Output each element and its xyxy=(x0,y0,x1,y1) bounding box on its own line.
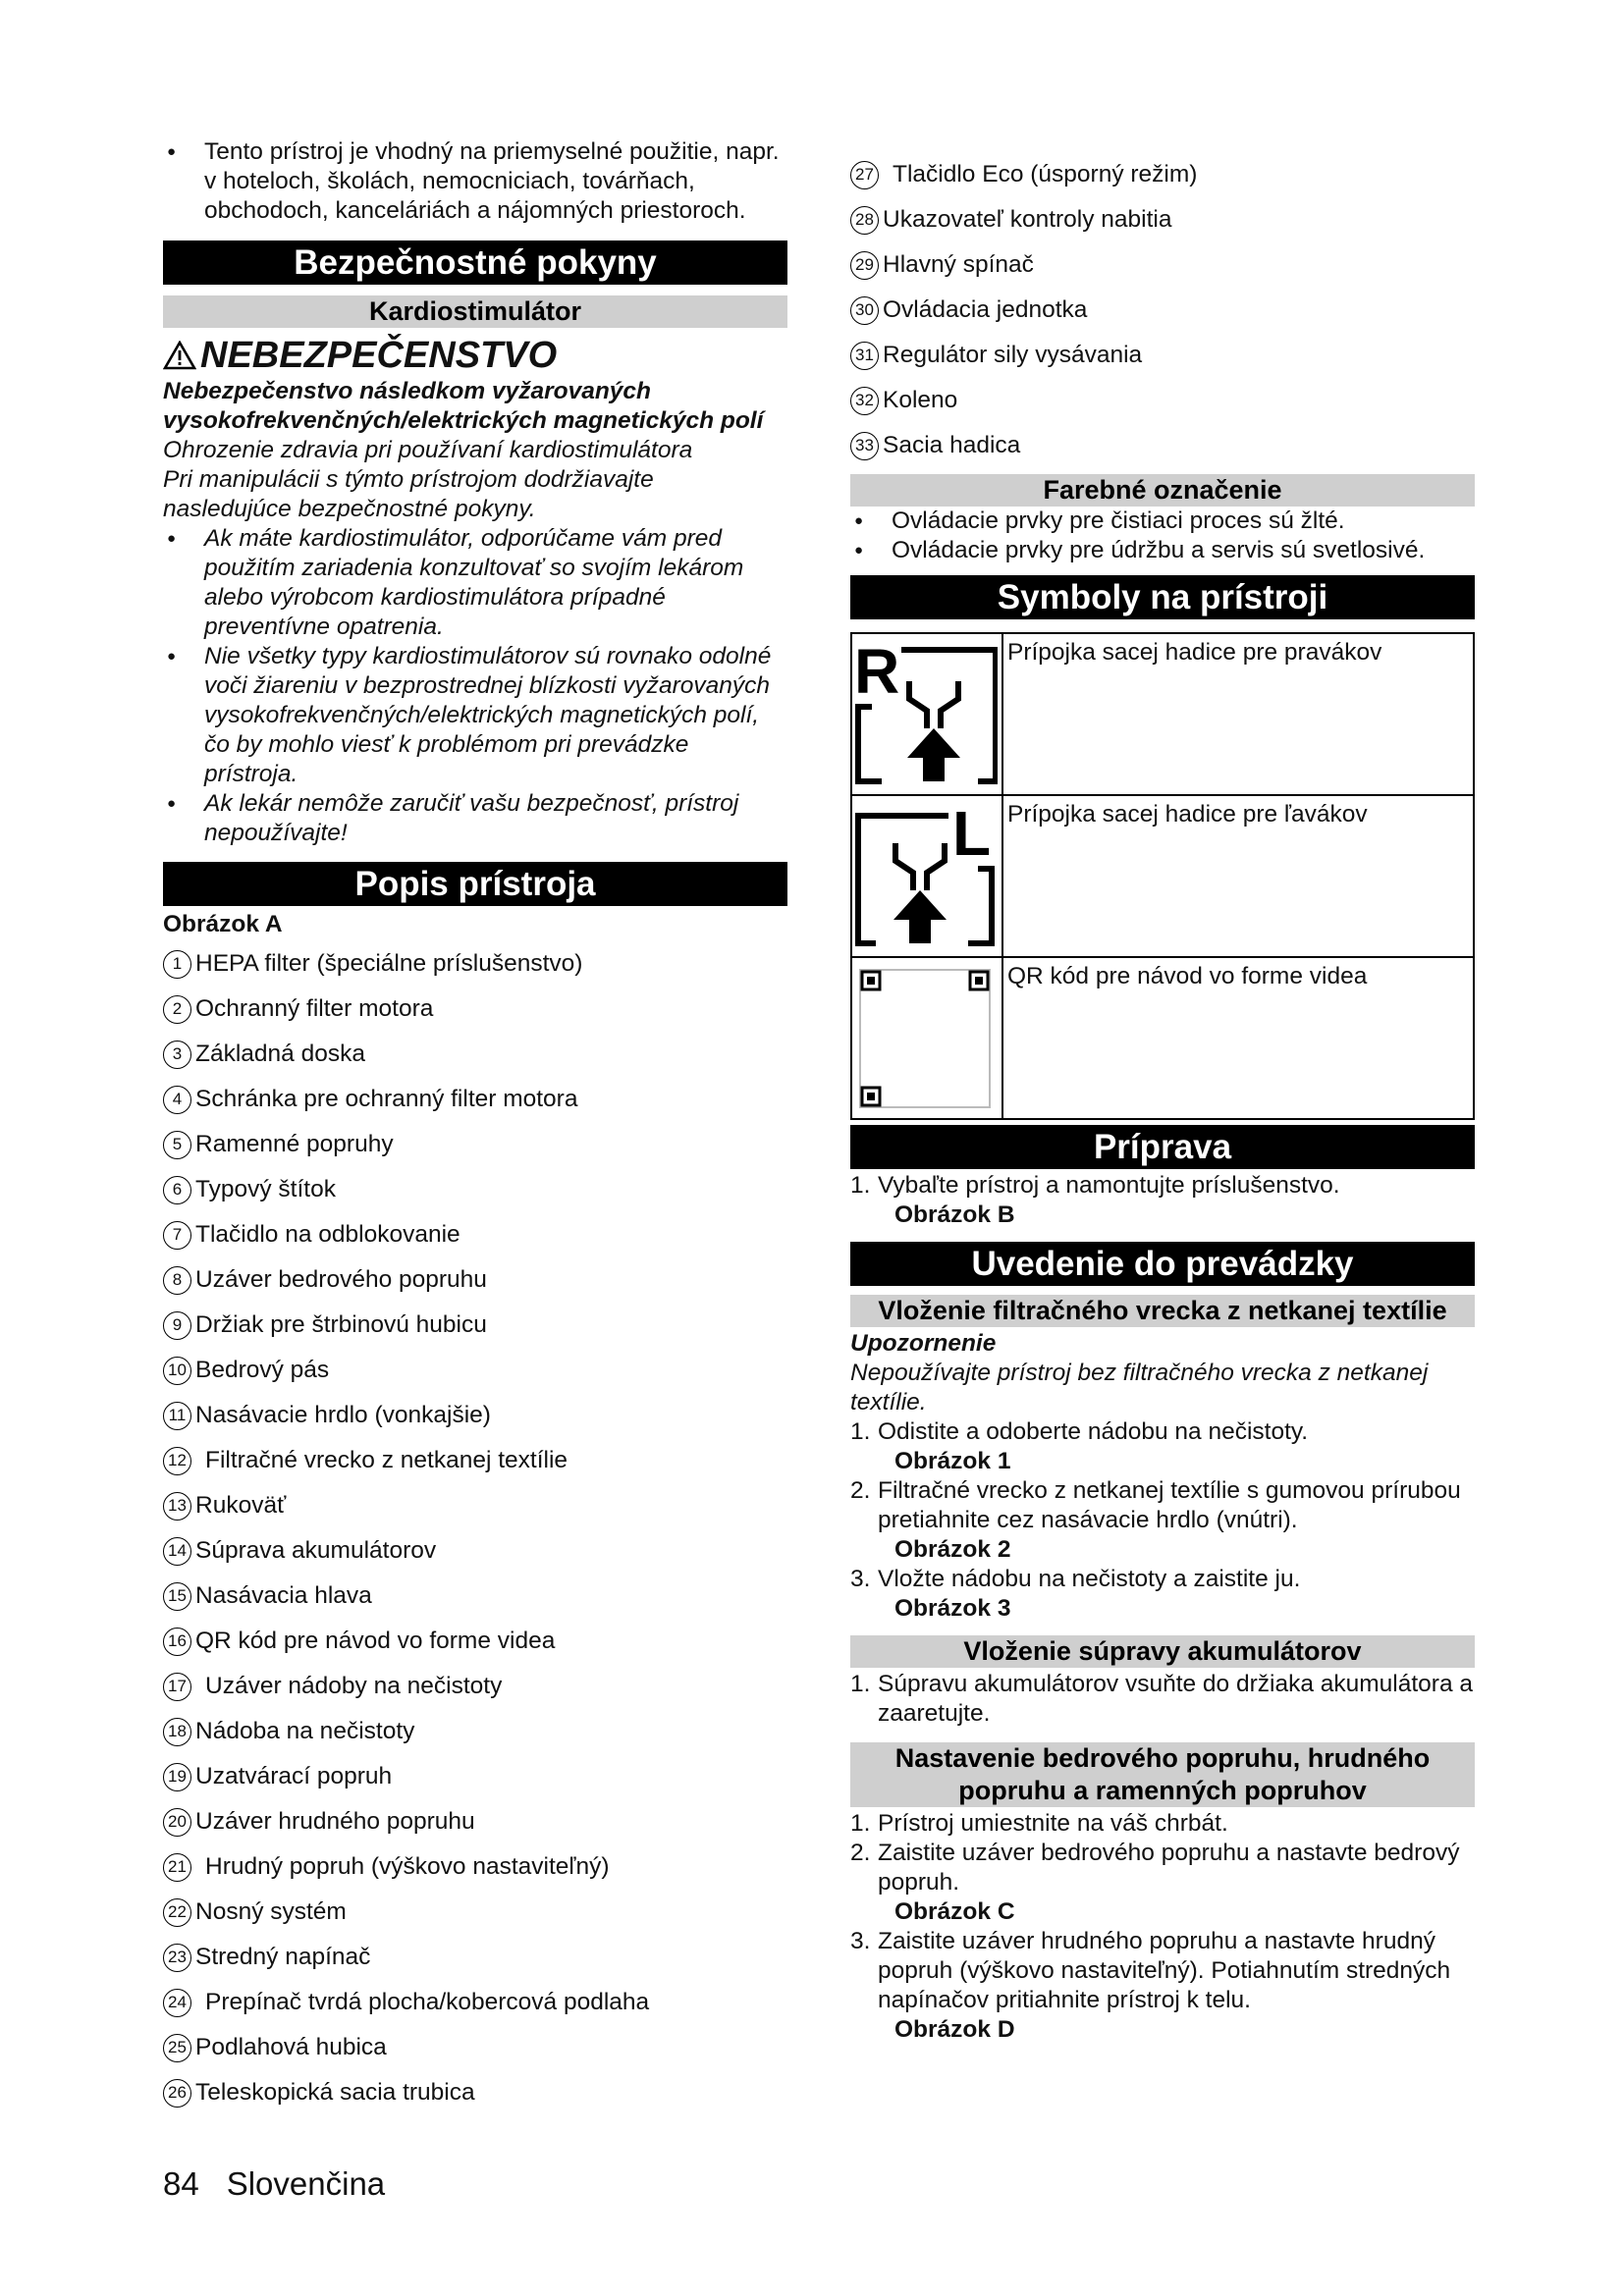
item-number-badge: 21 xyxy=(163,1853,191,1882)
harness-step xyxy=(850,1809,1475,1839)
figure-ref: Obrázok C xyxy=(894,1898,1015,1925)
step-text: Odistite a odoberte nádobu na nečistoty. xyxy=(878,1418,1309,1445)
table-row xyxy=(851,795,1474,957)
figure-a-label: Obrázok A xyxy=(163,911,283,937)
item-number-badge: 19 xyxy=(163,1763,191,1791)
item-number-badge: 16 xyxy=(163,1628,191,1656)
legend-text: Ramenné popruhy xyxy=(195,1131,394,1157)
step-number: 1. xyxy=(850,1172,871,1199)
color-coding-heading: Farebné označenie xyxy=(850,474,1475,507)
table-row xyxy=(851,957,1474,1119)
note-text: Nepoužívajte prístroj bez filtračného vrecka z netkanej textílie. xyxy=(850,1360,1429,1415)
legend-item xyxy=(163,1754,787,1799)
item-number-badge: 25 xyxy=(163,2034,191,2062)
legend-item xyxy=(163,1122,787,1167)
harness-step xyxy=(850,1927,1475,2015)
legend-text: Držiak pre štrbinovú hubicu xyxy=(195,1311,487,1338)
legend-text: Stredný napínač xyxy=(195,1944,371,1970)
legend-text: Súprava akumulátorov xyxy=(195,1537,437,1564)
item-number-badge: 18 xyxy=(163,1718,191,1746)
legend-item xyxy=(163,941,787,987)
item-number-badge: 17 xyxy=(163,1673,191,1701)
legend-text: Ochranný filter motora xyxy=(195,995,434,1022)
symbols-heading: Symboly na prístroji xyxy=(850,575,1475,619)
danger-bullet: ● Ak lekár nemôže zaručiť vašu bezpečnosť, prístroj nepoužívajte! xyxy=(163,789,787,848)
color-bullet: ● Ovládacie prvky pre údržbu a servis sú svetlosivé. xyxy=(850,536,1475,565)
legend-text: Uzáver bedrového popruhu xyxy=(195,1266,487,1293)
legend-item xyxy=(850,242,1475,288)
step-number: 1. xyxy=(850,1418,871,1445)
legend-text: Rukoväť xyxy=(195,1492,287,1519)
figure-ref: Obrázok 1 xyxy=(894,1448,1011,1474)
item-number-badge: 31 xyxy=(850,342,879,370)
legend-item xyxy=(163,1303,787,1348)
step-number: 2. xyxy=(850,1840,871,1866)
item-number-badge: 22 xyxy=(163,1898,191,1927)
table-row xyxy=(851,633,1474,795)
legend-item xyxy=(163,1257,787,1303)
legend-text: Tlačidlo na odblokovanie xyxy=(195,1221,460,1248)
legend-item xyxy=(163,1574,787,1619)
step-number: 3. xyxy=(850,1928,871,1954)
symbol-description: QR kód pre návod vo forme videa xyxy=(1002,957,1474,1119)
legend-item xyxy=(163,1799,787,1844)
legend-text: Nasávacie hrdlo (vonkajšie) xyxy=(195,1402,491,1428)
item-number-badge: 5 xyxy=(163,1131,191,1159)
legend-item xyxy=(850,333,1475,378)
item-number-badge: 13 xyxy=(163,1492,191,1521)
legend-item xyxy=(163,2025,787,2070)
safety-heading: Bezpečnostné pokyny xyxy=(163,240,787,285)
step-number: 1. xyxy=(850,1671,871,1697)
symbol-letter-r: R xyxy=(854,636,900,707)
step-text: Filtračné vrecko z netkanej textílie s gumovou prírubou pretiahnite cez nasávacie hrdlo (vnútri). xyxy=(878,1477,1461,1533)
legend-text: Tlačidlo Eco (úsporný režim) xyxy=(893,161,1198,187)
harness-heading: Nastavenie bedrového popruhu, hrudného popruhu a ramenných popruhov xyxy=(850,1742,1475,1807)
step-text: Vybaľte prístroj a namontujte príslušenstvo. xyxy=(878,1172,1340,1199)
legend-item xyxy=(163,2070,787,2115)
symbol-letter-l: L xyxy=(952,798,992,869)
legend-text: Hlavný spínač xyxy=(883,251,1034,278)
legend-text: Nasávacia hlava xyxy=(195,1582,372,1609)
danger-label-text: NEBEZPEČENSTVO xyxy=(200,335,558,376)
legend-item xyxy=(163,1709,787,1754)
page-number: 84 xyxy=(163,2165,199,2202)
component-legend xyxy=(163,941,787,2115)
item-number-badge: 3 xyxy=(163,1041,191,1069)
item-number-badge: 30 xyxy=(850,296,879,325)
legend-item xyxy=(163,1528,787,1574)
legend-text: Uzáver hrudného popruhu xyxy=(195,1808,475,1835)
symbol-cell xyxy=(851,957,1002,1119)
filter-step xyxy=(850,1417,1475,1447)
battery-heading: Vloženie súpravy akumulátorov xyxy=(850,1635,1475,1668)
item-number-badge: 23 xyxy=(163,1944,191,1972)
footer-language: Slovenčina xyxy=(226,2165,386,2202)
qr-code-icon xyxy=(852,958,998,1113)
figure-ref: Obrázok 2 xyxy=(894,1536,1011,1563)
legend-text: Ukazovateľ kontroly nabitia xyxy=(883,206,1172,233)
step-text: Zaistite uzáver hrudného popruhu a nastavte hrudný popruh (výškovo nastaviteľný). Potiahnutím stredných napínačov pritiahnite prístroj k telu. xyxy=(878,1928,1451,2013)
legend-text: Uzáver nádoby na nečistoty xyxy=(205,1673,503,1699)
legend-item xyxy=(163,1212,787,1257)
legend-text: Nosný systém xyxy=(195,1898,347,1925)
symbol-description: Prípojka sacej hadice pre pravákov xyxy=(1002,633,1474,795)
filter-bag-heading: Vloženie filtračného vrecka z netkanej textílie xyxy=(850,1295,1475,1327)
item-number-badge: 14 xyxy=(163,1537,191,1566)
step-text: Vložte nádobu na nečistoty a zaistite ju. xyxy=(878,1566,1301,1592)
step-text: Prístroj umiestnite na váš chrbát. xyxy=(878,1810,1228,1837)
item-number-badge: 33 xyxy=(850,432,879,460)
color-bullet: ● Ovládacie prvky pre čistiaci proces sú žlté. xyxy=(850,507,1475,536)
legend-text: Schránka pre ochranný filter motora xyxy=(195,1086,578,1112)
right-hand-hose-connection-icon xyxy=(852,634,998,789)
item-number-badge: 2 xyxy=(163,995,191,1024)
item-number-badge: 1 xyxy=(163,950,191,979)
figure-ref: Obrázok D xyxy=(894,2016,1015,2043)
figure-ref: Obrázok B xyxy=(894,1201,1015,1228)
item-number-badge: 28 xyxy=(850,206,879,235)
legend-item xyxy=(163,1032,787,1077)
item-number-badge: 7 xyxy=(163,1221,191,1250)
legend-item xyxy=(163,1935,787,1980)
item-number-badge: 11 xyxy=(163,1402,191,1430)
legend-text: Sacia hadica xyxy=(883,432,1021,458)
item-number-badge: 26 xyxy=(163,2079,191,2108)
item-number-badge: 9 xyxy=(163,1311,191,1340)
harness-step xyxy=(850,1839,1475,1897)
legend-text: Podlahová hubica xyxy=(195,2034,387,2060)
danger-bullet: ● Ak máte kardiostimulátor, odporúčame vám pred použitím zariadenia konzultovať so svojím lekárom alebo výrobcom kardiostimulátora prípadné preventívne opatrenia. xyxy=(163,524,787,642)
legend-item xyxy=(163,1167,787,1212)
intro-bullet: ● Tento prístroj je vhodný na priemyselné použitie, napr. v hoteloch, školách, nemocniciach, továrňach, obchodoch, kanceláriách a nájomných priestoroch. xyxy=(163,137,787,226)
symbol-description: Prípojka sacej hadice pre ľavákov xyxy=(1002,795,1474,957)
danger-line-1: Ohrozenie zdravia pri používaní kardiostimulátora xyxy=(163,437,693,463)
legend-item xyxy=(163,1077,787,1122)
legend-text: Bedrový pás xyxy=(195,1357,330,1383)
legend-item xyxy=(163,1483,787,1528)
legend-text: Hrudný popruh (výškovo nastaviteľný) xyxy=(205,1853,610,1880)
legend-item xyxy=(163,1664,787,1709)
step-number: 2. xyxy=(850,1477,871,1504)
item-number-badge: 32 xyxy=(850,387,879,415)
right-column xyxy=(850,152,1475,2045)
legend-text: Uzatvárací popruh xyxy=(195,1763,393,1789)
item-number-badge: 27 xyxy=(850,161,879,189)
step-number: 3. xyxy=(850,1566,871,1592)
legend-text: Prepínač tvrdá plocha/kobercová podlaha xyxy=(205,1989,650,2015)
legend-item xyxy=(163,1980,787,2025)
legend-item xyxy=(850,288,1475,333)
item-number-badge: 4 xyxy=(163,1086,191,1114)
warning-triangle-icon xyxy=(163,341,196,370)
prep-step xyxy=(850,1171,1475,1201)
step-text: Súpravu akumulátorov vsuňte do držiaka akumulátora a zaaretujte. xyxy=(878,1671,1474,1727)
legend-text: Základná doska xyxy=(195,1041,365,1067)
legend-item xyxy=(163,987,787,1032)
danger-label xyxy=(163,334,787,377)
legend-item xyxy=(163,1393,787,1438)
step-text: Zaistite uzáver bedrového popruhu a nastavte bedrový popruh. xyxy=(878,1840,1460,1896)
legend-item xyxy=(850,423,1475,468)
pacemaker-heading: Kardiostimulátor xyxy=(163,295,787,328)
item-number-badge: 6 xyxy=(163,1176,191,1204)
item-number-badge: 20 xyxy=(163,1808,191,1837)
legend-text: Typový štítok xyxy=(195,1176,336,1202)
left-column xyxy=(163,137,787,2115)
description-heading: Popis prístroja xyxy=(163,862,787,906)
filter-step xyxy=(850,1476,1475,1535)
legend-item xyxy=(850,197,1475,242)
legend-item xyxy=(850,152,1475,197)
legend-text: Regulátor sily vysávania xyxy=(883,342,1143,368)
danger-heading: Nebezpečenstvo následkom vyžarovaných vysokofrekvenčných/elektrických magnetických polí xyxy=(163,378,764,434)
legend-text: Teleskopická sacia trubica xyxy=(195,2079,475,2106)
item-number-badge: 24 xyxy=(163,1989,191,2017)
preparation-heading: Príprava xyxy=(850,1125,1475,1169)
figure-ref: Obrázok 3 xyxy=(894,1595,1011,1622)
legend-item xyxy=(163,1438,787,1483)
item-number-badge: 8 xyxy=(163,1266,191,1295)
page-footer xyxy=(163,2165,385,2203)
legend-text: Filtračné vrecko z netkanej textílie xyxy=(205,1447,568,1473)
item-number-badge: 12 xyxy=(163,1447,191,1475)
symbols-table xyxy=(850,632,1475,1120)
left-hand-hose-connection-icon xyxy=(852,796,998,951)
item-number-badge: 10 xyxy=(163,1357,191,1385)
startup-heading: Uvedenie do prevádzky xyxy=(850,1242,1475,1286)
item-number-badge: 29 xyxy=(850,251,879,280)
legend-text: Nádoba na nečistoty xyxy=(195,1718,415,1744)
legend-text: Koleno xyxy=(883,387,958,413)
legend-item xyxy=(850,378,1475,423)
filter-step xyxy=(850,1565,1475,1594)
legend-item xyxy=(163,1619,787,1664)
legend-text: Ovládacia jednotka xyxy=(883,296,1088,323)
component-legend-continued xyxy=(850,152,1475,468)
symbol-cell xyxy=(851,795,1002,957)
legend-item xyxy=(163,1844,787,1890)
legend-text: QR kód pre návod vo forme videa xyxy=(195,1628,556,1654)
legend-item xyxy=(163,1890,787,1935)
step-number: 1. xyxy=(850,1810,871,1837)
danger-bullet: ● Nie všetky typy kardiostimulátorov sú rovnako odolné voči žiareniu v bezprostrednej blízkosti vyžarovaných vysokofrekvenčných/elektrických magnetických polí, čo by mohlo viesť k problémom pri prevádzke prístroja. xyxy=(163,642,787,789)
battery-step xyxy=(850,1670,1475,1729)
legend-item xyxy=(163,1348,787,1393)
note-label: Upozornenie xyxy=(850,1330,997,1357)
danger-line-2: Pri manipulácii s týmto prístrojom dodržiavajte nasledujúce bezpečnostné pokyny. xyxy=(163,466,654,522)
legend-text: HEPA filter (špeciálne príslušenstvo) xyxy=(195,950,583,977)
item-number-badge: 15 xyxy=(163,1582,191,1611)
symbol-cell xyxy=(851,633,1002,795)
